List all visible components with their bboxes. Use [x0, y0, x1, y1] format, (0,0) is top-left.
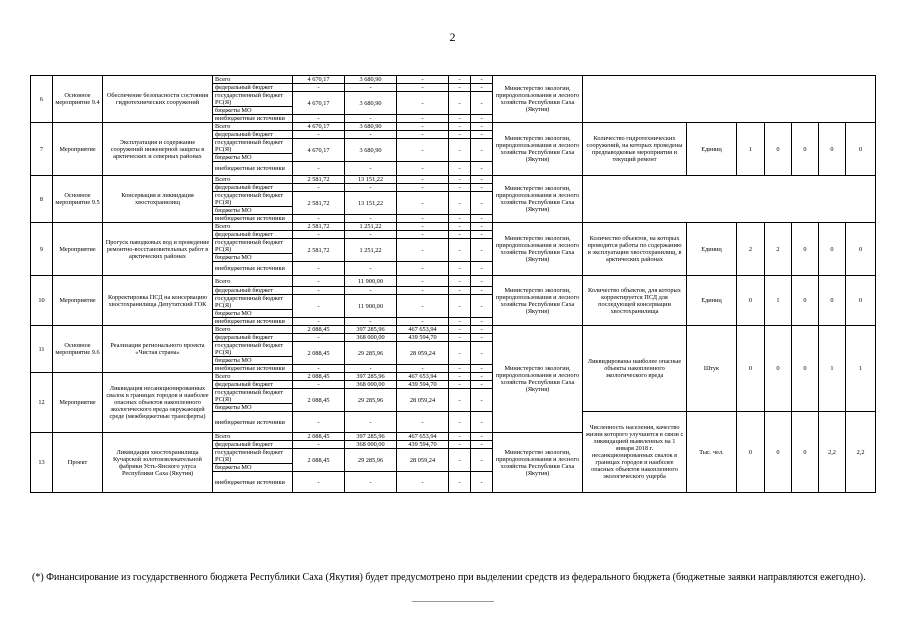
- executor: Министерство экологии, природопользования и лесного хозяйства Республики Саха (Якутия): [493, 326, 583, 433]
- funding-value: -: [449, 373, 471, 381]
- funding-value: 2 581,72: [293, 192, 345, 215]
- funding-value: 439 594,70: [397, 381, 449, 389]
- funding-value: -: [345, 115, 397, 123]
- funding-value: -: [293, 412, 345, 433]
- funding-value: 1 251,22: [345, 239, 397, 262]
- funding-value: -: [471, 381, 493, 389]
- funding-value: -: [449, 326, 471, 334]
- funding-value: -: [345, 365, 397, 373]
- funding-value: -: [345, 412, 397, 433]
- funding-value: 467 653,94: [397, 373, 449, 381]
- row-number: 12: [31, 373, 53, 433]
- funding-source-label: бюджеты МО: [213, 310, 293, 318]
- indicator-empty: [583, 76, 876, 123]
- funding-value: -: [471, 276, 493, 287]
- indicator-name: Количество объектов, для которых корректируется ПСД для последующей консервации хвостохранилища: [583, 276, 687, 326]
- funding-value: -: [471, 162, 493, 176]
- funding-value: 13 151,22: [345, 192, 397, 215]
- program-table: [30, 75, 876, 493]
- indicator-value: 0: [765, 123, 792, 176]
- funding-value: -: [293, 472, 345, 493]
- funding-value: -: [345, 318, 397, 326]
- funding-value: -: [345, 215, 397, 223]
- funding-value: 2 088,45: [293, 326, 345, 334]
- funding-value: 397 285,96: [345, 433, 397, 441]
- page-number: 2: [449, 30, 456, 44]
- measure-type: Основное мероприятие 9.5: [53, 176, 103, 223]
- funding-value: -: [397, 262, 449, 276]
- funding-value: -: [449, 239, 471, 262]
- funding-value: -: [449, 262, 471, 276]
- funding-value: -: [397, 115, 449, 123]
- funding-value: -: [345, 184, 397, 192]
- bottom-divider: [412, 601, 494, 602]
- measure-name: Реализация регионального проекта «Чистая страна»: [103, 326, 213, 373]
- funding-value: 439 594,70: [397, 441, 449, 449]
- funding-source-label: Всего: [213, 123, 293, 131]
- table-row: [31, 176, 876, 184]
- funding-value: -: [293, 276, 345, 287]
- funding-value: -: [449, 287, 471, 295]
- funding-value: 368 000,00: [345, 334, 397, 342]
- funding-value: 13 151,22: [345, 176, 397, 184]
- funding-value: -: [449, 389, 471, 412]
- funding-value: -: [471, 131, 493, 139]
- funding-source-label: бюджеты МО: [213, 464, 293, 472]
- funding-value: -: [471, 231, 493, 239]
- funding-value: -: [293, 115, 345, 123]
- executor: Министерство экологии, природопользования и лесного хозяйства Республики Саха (Якутия): [493, 176, 583, 223]
- funding-source-label: Всего: [213, 76, 293, 84]
- funding-value: -: [471, 84, 493, 92]
- row-number: 13: [31, 433, 53, 493]
- funding-value: -: [449, 381, 471, 389]
- funding-source-label: федеральный бюджет: [213, 334, 293, 342]
- funding-source-label: государственный бюджет РС(Я): [213, 389, 293, 404]
- funding-value: -: [397, 276, 449, 287]
- measure-name: Корректировка ПСД на консервацию хвостохранилища Депутатский ГОК: [103, 276, 213, 326]
- funding-value: -: [471, 295, 493, 318]
- executor: Министерство экологии, природопользования и лесного хозяйства Республики Саха (Якутия): [493, 123, 583, 176]
- measure-type: Основное мероприятие 9.4: [53, 76, 103, 123]
- funding-value: -: [471, 373, 493, 381]
- funding-value: -: [449, 184, 471, 192]
- funding-value: 11 900,00: [345, 276, 397, 287]
- funding-value: 4 670,17: [293, 139, 345, 162]
- funding-value: -: [345, 287, 397, 295]
- measure-type: Проект: [53, 433, 103, 493]
- funding-value: 4 670,17: [293, 92, 345, 115]
- funding-value: -: [449, 76, 471, 84]
- funding-source-label: государственный бюджет РС(Я): [213, 295, 293, 310]
- measure-type: Мероприятие: [53, 223, 103, 276]
- funding-source-label: внебюджетные источники: [213, 162, 293, 176]
- measure-name: Обеспечение безопасности состояния гидротехнических сооружений: [103, 76, 213, 123]
- funding-value: -: [471, 215, 493, 223]
- funding-value: -: [345, 162, 397, 176]
- indicator-value: 2: [765, 223, 792, 276]
- funding-value: -: [293, 441, 345, 449]
- funding-value: -: [449, 472, 471, 493]
- measure-type: Основное мероприятие 9.6: [53, 326, 103, 373]
- funding-source-label: федеральный бюджет: [213, 84, 293, 92]
- funding-source-label: бюджеты МО: [213, 107, 293, 115]
- funding-value: 2 581,72: [293, 239, 345, 262]
- funding-source-label: государственный бюджет РС(Я): [213, 92, 293, 107]
- funding-value: -: [449, 92, 471, 115]
- indicator-value: 0: [792, 412, 819, 493]
- row-number: 8: [31, 176, 53, 223]
- funding-source-label: внебюджетные источники: [213, 472, 293, 493]
- funding-value: 2 088,45: [293, 449, 345, 472]
- funding-value: -: [471, 334, 493, 342]
- indicator-value: 0: [846, 276, 876, 326]
- funding-value: 3 680,90: [345, 123, 397, 131]
- funding-value: -: [449, 131, 471, 139]
- funding-value: -: [397, 84, 449, 92]
- funding-source-label: государственный бюджет РС(Я): [213, 192, 293, 207]
- funding-value: -: [471, 342, 493, 365]
- funding-value: -: [345, 84, 397, 92]
- table-row: [31, 276, 876, 287]
- funding-value: -: [471, 326, 493, 334]
- funding-value: 368 000,00: [345, 441, 397, 449]
- funding-value: -: [293, 365, 345, 373]
- funding-value: -: [471, 389, 493, 412]
- funding-source-label: Всего: [213, 223, 293, 231]
- measure-name: Эксплуатация и содержание сооружений инженерной защиты в арктических и северных районах: [103, 123, 213, 176]
- row-number: 7: [31, 123, 53, 176]
- funding-value: -: [397, 192, 449, 215]
- funding-value: 4 670,17: [293, 123, 345, 131]
- funding-value: -: [345, 472, 397, 493]
- funding-value: 28 059,24: [397, 449, 449, 472]
- funding-value: -: [471, 176, 493, 184]
- funding-value: -: [471, 92, 493, 115]
- funding-source-label: государственный бюджет РС(Я): [213, 239, 293, 254]
- funding-source-label: внебюджетные источники: [213, 412, 293, 433]
- funding-value: -: [449, 139, 471, 162]
- indicator-value: 2,2: [819, 412, 846, 493]
- funding-source-label: Всего: [213, 373, 293, 381]
- indicator-value: 0: [819, 276, 846, 326]
- measure-name: Прогуск паводковых вод и проведение ремонтно-восстановительных работ в арктических районах: [103, 223, 213, 276]
- funding-value: -: [293, 318, 345, 326]
- indicator-value: 0: [765, 412, 792, 493]
- indicator-unit: Единиц: [687, 223, 737, 276]
- funding-value: -: [397, 472, 449, 493]
- indicator-value: 0: [846, 123, 876, 176]
- funding-value: 28 059,24: [397, 389, 449, 412]
- funding-value: 2 581,72: [293, 223, 345, 231]
- executor: Министерство экологии, природопользования и лесного хозяйства Республики Саха (Якутия): [493, 223, 583, 276]
- funding-value: -: [397, 76, 449, 84]
- funding-value: -: [471, 239, 493, 262]
- funding-value: -: [471, 139, 493, 162]
- funding-value: -: [397, 318, 449, 326]
- funding-value: 28 059,24: [397, 342, 449, 365]
- funding-value: -: [449, 449, 471, 472]
- funding-value: 11 900,00: [345, 295, 397, 318]
- funding-value: -: [449, 412, 471, 433]
- indicator-value: 0: [792, 326, 819, 412]
- table-row: [31, 326, 876, 334]
- funding-value: -: [471, 365, 493, 373]
- indicator-name: Численность населения, качество жизни которого улучшится в связи с ликвидацией выявленных на 1 января 2018 г. несанкционированных свалок в границах городов и наиболее опасных объектов накопленного экологического ущерба: [583, 412, 687, 493]
- funding-value: -: [449, 276, 471, 287]
- funding-value: -: [293, 162, 345, 176]
- funding-value: -: [449, 334, 471, 342]
- funding-value: -: [471, 192, 493, 215]
- funding-value: -: [449, 342, 471, 365]
- funding-value: -: [471, 184, 493, 192]
- funding-value: -: [397, 176, 449, 184]
- indicator-value: 1: [846, 326, 876, 412]
- funding-value: -: [293, 231, 345, 239]
- funding-value: 1 251,22: [345, 223, 397, 231]
- funding-value: 29 285,96: [345, 449, 397, 472]
- indicator-value: 0: [765, 326, 792, 412]
- indicator-value: 0: [846, 223, 876, 276]
- funding-source-label: внебюджетные источники: [213, 115, 293, 123]
- indicator-name: Количество гидротехнических сооружений, на которых проведены предпаводковые мероприятия и текущий ремонт: [583, 123, 687, 176]
- funding-value: 2 088,45: [293, 342, 345, 365]
- funding-value: 3 680,90: [345, 139, 397, 162]
- funding-source-label: внебюджетные источники: [213, 262, 293, 276]
- executor: Министерство экологии, природопользования и лесного хозяйства Республики Саха (Якутия): [493, 433, 583, 493]
- funding-source-label: Всего: [213, 433, 293, 441]
- funding-source-label: внебюджетные источники: [213, 365, 293, 373]
- funding-value: -: [293, 131, 345, 139]
- footnote: (*) Финансирование из государственного бюджета Республики Саха (Якутия) будет предусмотрено при выделении средств из федерального бюджета (бюджетные заявки направляются ежегодно).: [32, 572, 866, 583]
- indicator-value: 2: [737, 223, 765, 276]
- funding-value: -: [471, 223, 493, 231]
- indicator-value: 0: [792, 223, 819, 276]
- indicator-value: 0: [819, 123, 846, 176]
- funding-value: -: [471, 287, 493, 295]
- row-number: 10: [31, 276, 53, 326]
- indicator-value: 1: [737, 123, 765, 176]
- funding-value: -: [345, 131, 397, 139]
- indicator-unit: Тыс. чел.: [687, 412, 737, 493]
- funding-value: -: [293, 287, 345, 295]
- funding-value: -: [449, 192, 471, 215]
- funding-value: -: [397, 223, 449, 231]
- funding-source-label: государственный бюджет РС(Я): [213, 342, 293, 357]
- funding-value: 368 000,00: [345, 381, 397, 389]
- indicator-value: 0: [737, 276, 765, 326]
- table-row: [31, 76, 876, 84]
- funding-value: -: [449, 123, 471, 131]
- indicator-value: 0: [792, 276, 819, 326]
- funding-value: -: [471, 115, 493, 123]
- funding-value: -: [397, 139, 449, 162]
- funding-value: -: [397, 162, 449, 176]
- funding-value: -: [293, 262, 345, 276]
- funding-value: -: [449, 215, 471, 223]
- funding-value: -: [449, 223, 471, 231]
- funding-value: -: [397, 215, 449, 223]
- funding-value: -: [449, 162, 471, 176]
- row-number: 11: [31, 326, 53, 373]
- funding-source-label: государственный бюджет РС(Я): [213, 139, 293, 154]
- indicator-value: 0: [737, 326, 765, 412]
- funding-value: -: [449, 441, 471, 449]
- measure-type: Мероприятие: [53, 373, 103, 433]
- funding-value: -: [397, 231, 449, 239]
- indicator-name: Количество объектов, на которых проводятся работы по содержанию и эксплуатации хвостохранилищ, в арктических районах: [583, 223, 687, 276]
- funding-value: -: [293, 295, 345, 318]
- funding-value: -: [397, 184, 449, 192]
- funding-value: -: [449, 295, 471, 318]
- funding-source-label: Всего: [213, 276, 293, 287]
- executor: Министерство экологии, природопользования и лесного хозяйства Республики Саха (Якутия): [493, 276, 583, 326]
- funding-value: -: [471, 123, 493, 131]
- funding-value: -: [449, 433, 471, 441]
- indicator-unit: Единиц: [687, 276, 737, 326]
- funding-value: -: [293, 184, 345, 192]
- funding-value: 2 088,45: [293, 433, 345, 441]
- funding-source-label: внебюджетные источники: [213, 215, 293, 223]
- funding-value: 397 285,96: [345, 326, 397, 334]
- funding-value: -: [293, 215, 345, 223]
- funding-value: -: [471, 449, 493, 472]
- funding-value: -: [449, 318, 471, 326]
- measure-name: Ликвидация хвостохранилища Кучарской золотоизвлекательной фабрики Усть-Янского улуса Республики Саха (Якутия): [103, 433, 213, 493]
- indicator-value: 0: [737, 412, 765, 493]
- funding-source-label: федеральный бюджет: [213, 131, 293, 139]
- funding-value: -: [293, 334, 345, 342]
- funding-source-label: бюджеты МО: [213, 254, 293, 262]
- funding-value: -: [397, 365, 449, 373]
- funding-source-label: внебюджетные источники: [213, 318, 293, 326]
- funding-value: -: [345, 262, 397, 276]
- measure-name: Консервация и ликвидация хвостохранилищ: [103, 176, 213, 223]
- funding-value: -: [449, 231, 471, 239]
- funding-value: 467 653,94: [397, 326, 449, 334]
- funding-value: -: [471, 318, 493, 326]
- funding-value: -: [397, 287, 449, 295]
- funding-value: 2 581,72: [293, 176, 345, 184]
- funding-value: 467 653,94: [397, 433, 449, 441]
- funding-source-label: Всего: [213, 176, 293, 184]
- executor: Министерство экологии, природопользования и лесного хозяйства Республики Саха (Якутия): [493, 76, 583, 123]
- funding-value: -: [397, 123, 449, 131]
- funding-value: -: [293, 84, 345, 92]
- funding-value: -: [345, 231, 397, 239]
- funding-value: 29 285,96: [345, 389, 397, 412]
- funding-value: -: [397, 412, 449, 433]
- funding-source-label: федеральный бюджет: [213, 184, 293, 192]
- funding-source-label: федеральный бюджет: [213, 381, 293, 389]
- funding-source-label: федеральный бюджет: [213, 441, 293, 449]
- funding-value: -: [397, 92, 449, 115]
- funding-value: -: [293, 381, 345, 389]
- funding-value: 3 680,90: [345, 76, 397, 84]
- measure-name: Ликвидация несанкционированных свалок в границах городов и наиболее опасных объектов накопленного экологического вреда окружающей среде (межбюджетные трансферты): [103, 373, 213, 433]
- funding-value: 3 680,90: [345, 92, 397, 115]
- funding-value: 397 285,96: [345, 373, 397, 381]
- row-number: 6: [31, 76, 53, 123]
- funding-value: -: [471, 433, 493, 441]
- funding-value: -: [471, 76, 493, 84]
- funding-value: -: [471, 472, 493, 493]
- funding-value: -: [397, 295, 449, 318]
- funding-value: -: [397, 131, 449, 139]
- indicator-value: 1: [819, 326, 846, 412]
- funding-source-label: Всего: [213, 326, 293, 334]
- table-row: [31, 123, 876, 131]
- funding-source-label: бюджеты МО: [213, 154, 293, 162]
- indicator-name: Ликвидированы наиболее опасные объекты накопленного экологического вреда: [583, 326, 687, 412]
- funding-source-label: бюджеты МО: [213, 404, 293, 412]
- funding-value: -: [471, 262, 493, 276]
- funding-value: -: [449, 115, 471, 123]
- indicator-unit: Единиц: [687, 123, 737, 176]
- indicator-value: 1: [765, 276, 792, 326]
- funding-source-label: бюджеты МО: [213, 207, 293, 215]
- indicator-value: 0: [792, 123, 819, 176]
- funding-value: -: [397, 239, 449, 262]
- funding-value: -: [449, 176, 471, 184]
- funding-value: -: [449, 84, 471, 92]
- funding-source-label: государственный бюджет РС(Я): [213, 449, 293, 464]
- funding-value: 2 088,45: [293, 373, 345, 381]
- funding-value: 439 594,70: [397, 334, 449, 342]
- funding-source-label: федеральный бюджет: [213, 287, 293, 295]
- indicator-empty: [583, 176, 876, 223]
- funding-value: -: [449, 365, 471, 373]
- indicator-value: 0: [819, 223, 846, 276]
- table-row: [31, 223, 876, 231]
- funding-value: -: [471, 441, 493, 449]
- funding-value: 4 670,17: [293, 76, 345, 84]
- funding-source-label: федеральный бюджет: [213, 231, 293, 239]
- measure-type: Мероприятие: [53, 123, 103, 176]
- indicator-unit: Штук: [687, 326, 737, 412]
- measure-type: Мероприятие: [53, 276, 103, 326]
- indicator-value: 2,2: [846, 412, 876, 493]
- funding-value: -: [471, 412, 493, 433]
- funding-value: 2 088,45: [293, 389, 345, 412]
- funding-source-label: бюджеты МО: [213, 357, 293, 365]
- funding-value: 29 285,96: [345, 342, 397, 365]
- row-number: 9: [31, 223, 53, 276]
